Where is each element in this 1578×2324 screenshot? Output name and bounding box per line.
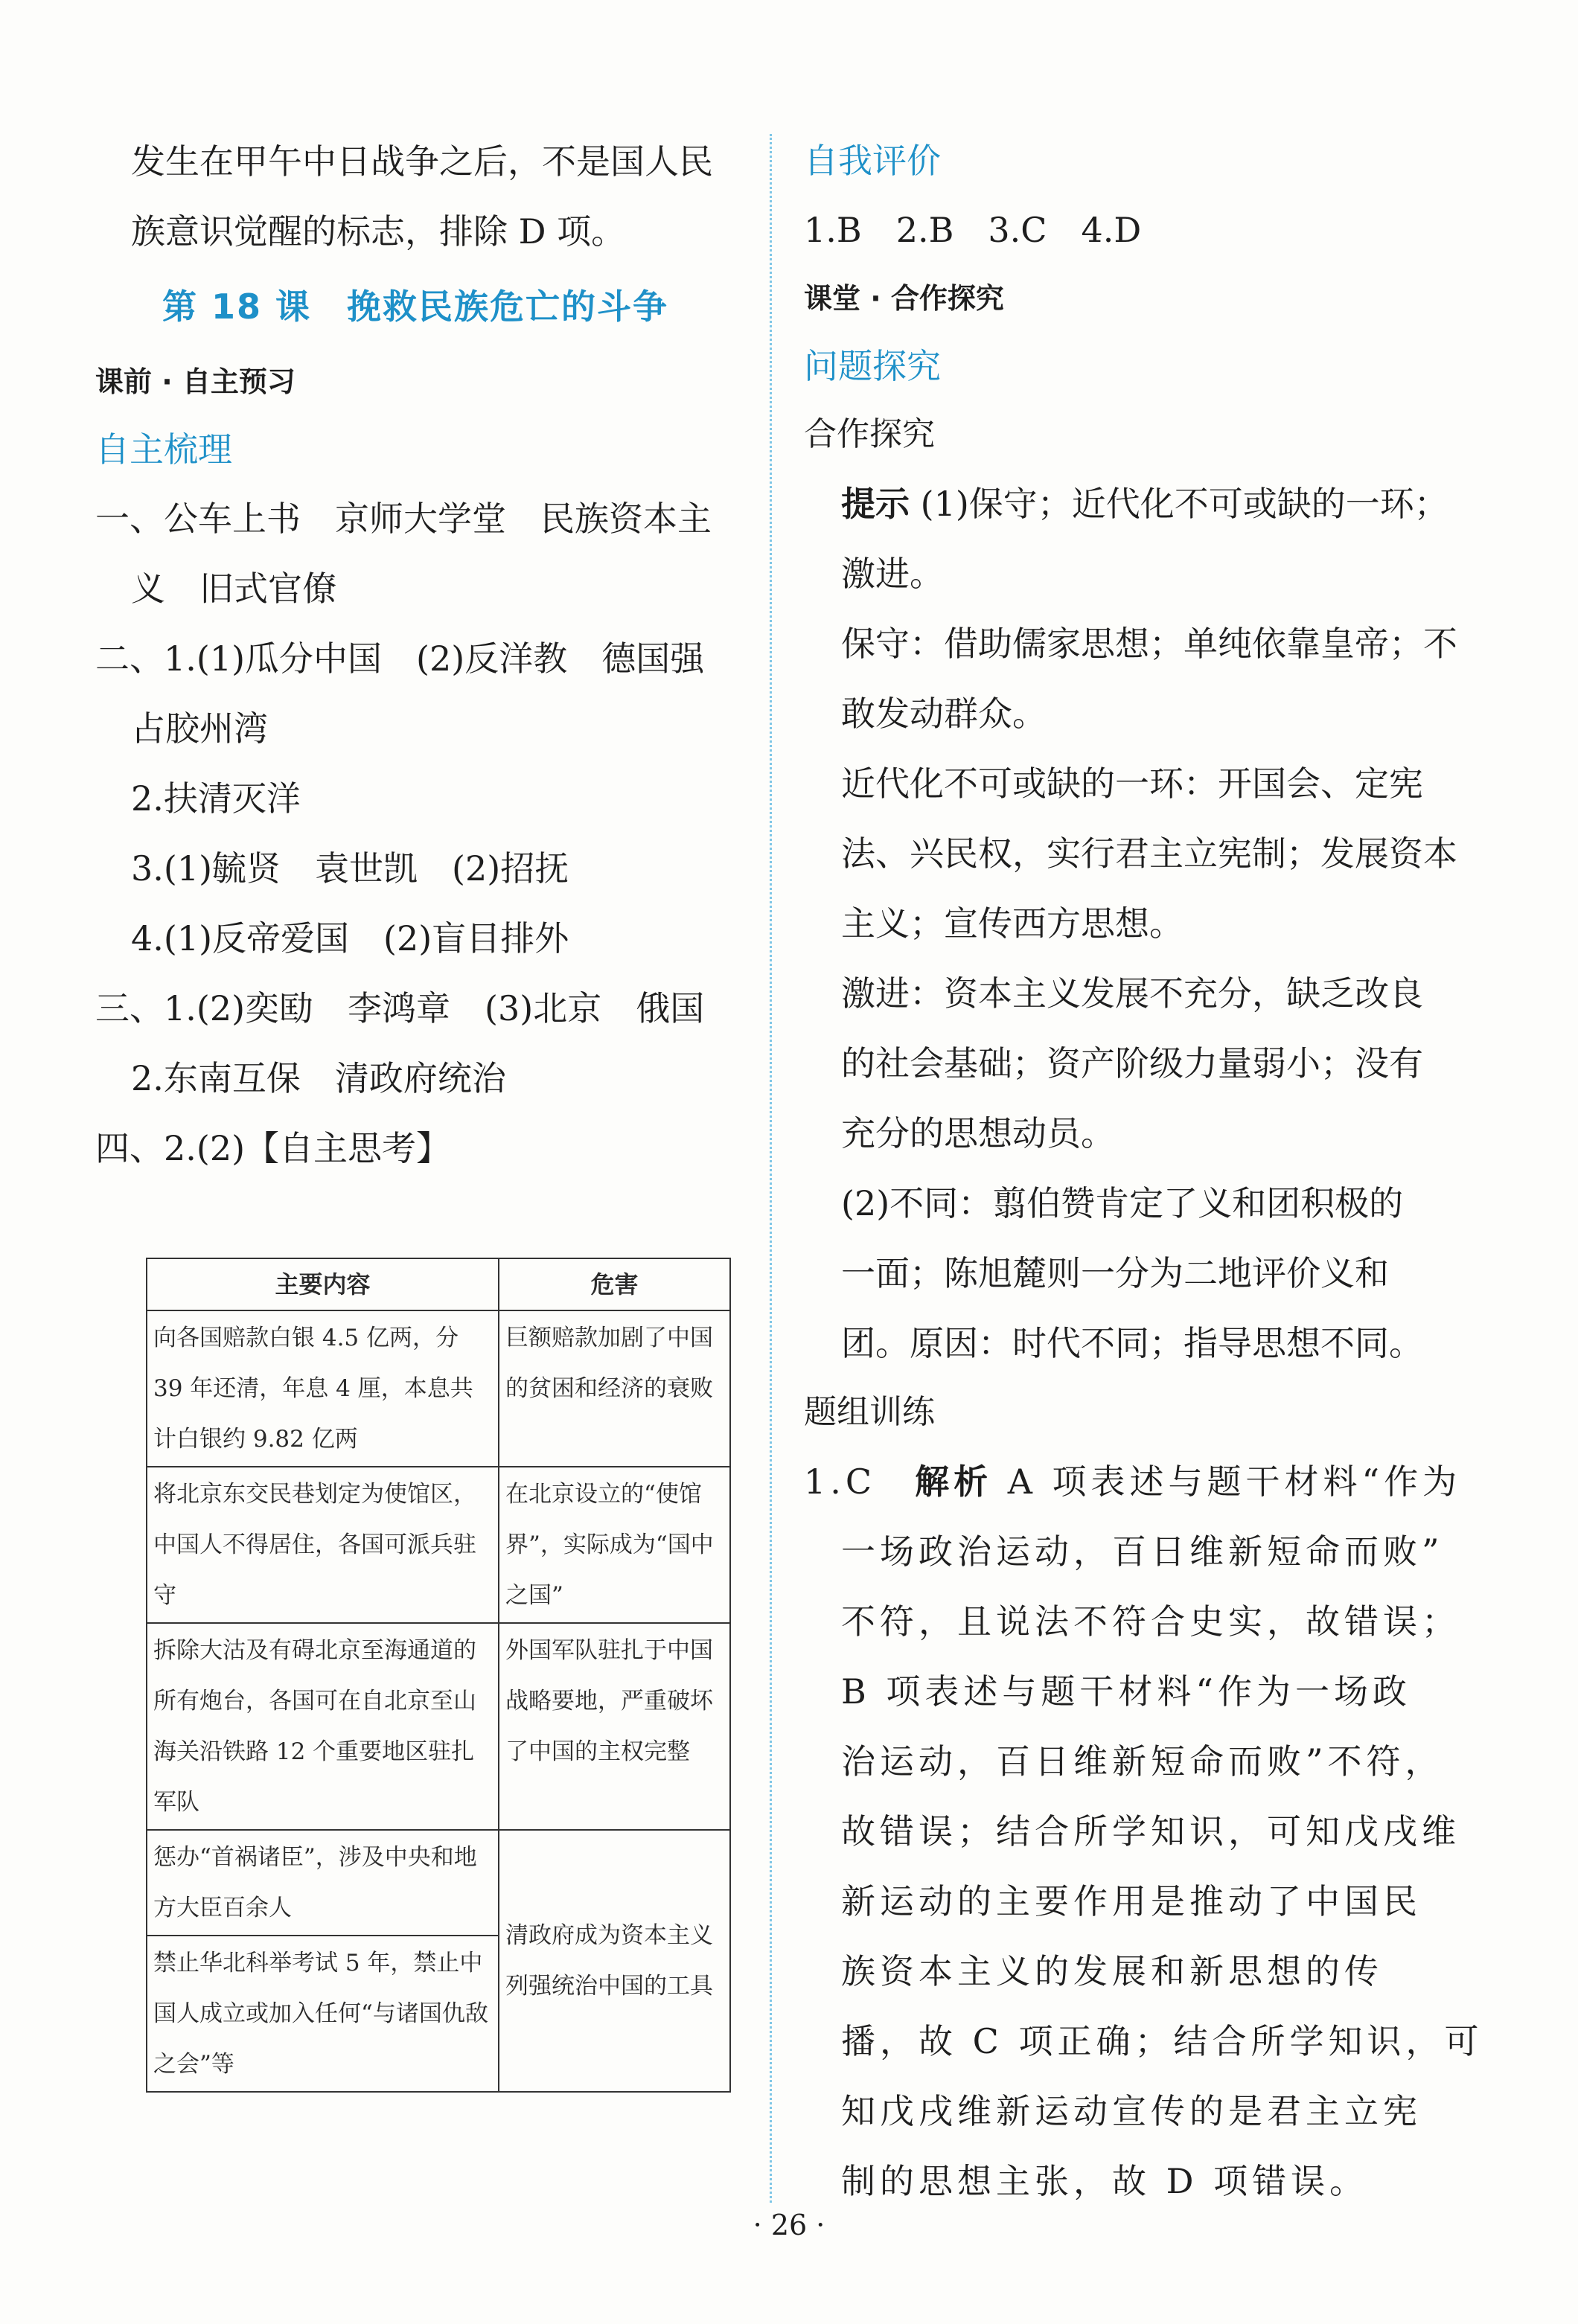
answer-line: 义 旧式官僚 [131, 569, 336, 609]
hint-line [804, 469, 1451, 539]
section-heading-coop: 合作探究 [804, 415, 935, 453]
table-cell-harm: 巨额赔款加剧了中国的贫困和经济的衰败 [499, 1310, 730, 1467]
hint-line: 激进：资本主义发展不充分，缺乏改良 [841, 973, 1423, 1014]
table-row [147, 1467, 730, 1623]
table-cell-content: 将北京东交民巷划定为使馆区，中国人不得居住，各国可派兵驻守 [147, 1467, 499, 1623]
question-line: 治运动，百日维新短命而败”不符， [841, 1741, 1444, 1782]
answer-line: 4.(1)反帝爱国 (2)盲目排外 [131, 918, 569, 958]
question-line: 新运动的主要作用是推动了中国民 [841, 1881, 1422, 1921]
answer-line: 占胶州湾 [131, 708, 268, 749]
hint-line: 法、兴民权，实行君主立宪制；发展资本 [841, 833, 1457, 874]
question-line: 族资本主义的发展和新思想的传 [841, 1951, 1383, 1991]
hint-line: 保守：借助儒家思想；单纯依靠皇帝；不 [841, 624, 1457, 664]
continued-text-line: 族意识觉醒的标志，排除 D 项。 [131, 211, 626, 252]
right-column [804, 127, 1483, 2216]
answer-line: 四、2.(2)【自主思考】 [95, 1128, 451, 1168]
section-heading-drill: 题组训练 [804, 1393, 935, 1431]
analysis-label: 解析 [915, 1462, 993, 1502]
question-line: 不符，且说法不符合史实，故错误； [841, 1601, 1460, 1642]
hint-line: 主义；宣传西方思想。 [841, 903, 1184, 944]
table-cell-content: 向各国赔款白银 4.5 亿两，分 39 年还清，年息 4 厘，本息共计白银约 9.82 亿两 [147, 1310, 499, 1467]
answer-line: 二、1.(1)瓜分中国 (2)反洋教 德国强 [95, 638, 705, 679]
question-line: 故错误；结合所学知识，可知戊戌维 [841, 1811, 1460, 1851]
table-row [147, 1623, 730, 1830]
table-cell-content: 拆除大沽及有碍北京至海通道的所有炮台，各国可在自北京至山海关沿铁路 12 个重要地区驻扎军队 [147, 1623, 499, 1830]
hint-line: 激进。 [841, 554, 944, 594]
hint-line: 敢发动群众。 [841, 694, 1047, 734]
question-text: A 项表述与题干材料“作为 [992, 1462, 1462, 1502]
table-row [147, 1830, 730, 1936]
table-cell-content: 惩办“首祸诸臣”，涉及中央和地方大臣百余人 [147, 1830, 499, 1936]
hint-line: (2)不同：翦伯赞肯定了义和团积极的 [841, 1183, 1404, 1223]
hint-text: (1)保守；近代化不可或缺的一环； [920, 484, 1448, 524]
table-cell-harm: 外国军队驻扎于中国战略要地，严重破坏了中国的主权完整 [499, 1623, 730, 1830]
section-heading-self-eval: 自我评价 [804, 141, 941, 181]
answer-line: 2.扶清灭洋 [131, 778, 301, 819]
hint-line: 的社会基础；资产阶级力量弱小；没有 [841, 1043, 1423, 1083]
hint-label: 提示 [841, 484, 910, 524]
question-line: B 项表述与题干材料“作为一场政 [841, 1671, 1411, 1712]
answer-line: 2.东南互保 清政府统治 [131, 1058, 506, 1098]
section-heading-preview: 课前 · 自主预习 [95, 365, 296, 398]
answer-line: 三、1.(2)奕劻 李鸿章 (3)北京 俄国 [95, 988, 705, 1028]
hint-line: 团。原因：时代不同；指导思想不同。 [841, 1323, 1423, 1363]
page-number: · 26 · [753, 2209, 825, 2241]
column-divider [770, 134, 772, 2203]
continued-text-line: 发生在甲午中日战争之后，不是国人民 [131, 141, 713, 182]
table-cell-harm: 在北京设立的“使馆界”，实际成为“国中之国” [499, 1467, 730, 1623]
table-cell-content: 禁止华北科举考试 5 年，禁止中国人成立或加入任何“与诸国仇敌之会”等 [147, 1936, 499, 2092]
section-heading-problem: 问题探究 [804, 346, 941, 386]
answer-line: 一、公车上书 京师大学堂 民族资本主 [95, 499, 712, 539]
hint-line: 充分的思想动员。 [841, 1113, 1115, 1153]
table-header-content: 主要内容 [147, 1258, 499, 1310]
left-column [95, 127, 735, 1183]
table-header-row [147, 1258, 730, 1310]
question-line: 知戊戌维新运动宣传的是君主立宪 [841, 2091, 1422, 2131]
answer-line: 1.B 2.B 3.C 4.D [804, 210, 1142, 250]
question-line: 制的思想主张，故 D 项错误。 [841, 2161, 1369, 2201]
lesson-title: 第 18 课 挽救民族危亡的斗争 [162, 287, 669, 327]
question-line [804, 1447, 1462, 1517]
answer-line: 3.(1)毓贤 袁世凯 (2)招抚 [131, 848, 569, 889]
section-heading-class: 课堂 · 合作探究 [804, 282, 1004, 315]
table-cell-harm: 清政府成为资本主义列强统治中国的工具 [499, 1830, 730, 2092]
treaty-table [146, 1258, 731, 2093]
table-row [147, 1310, 730, 1467]
table-header-harm: 危害 [499, 1258, 730, 1310]
section-heading-summary: 自主梳理 [95, 429, 232, 470]
question-line: 播，故 C 项正确；结合所学知识，可 [841, 2021, 1483, 2061]
question-number: 1.C [804, 1462, 877, 1502]
hint-line: 近代化不可或缺的一环：开国会、定宪 [841, 764, 1423, 804]
question-line: 一场政治运动，百日维新短命而败” [841, 1531, 1444, 1572]
hint-line: 一面；陈旭麓则一分为二地评价义和 [841, 1253, 1389, 1293]
